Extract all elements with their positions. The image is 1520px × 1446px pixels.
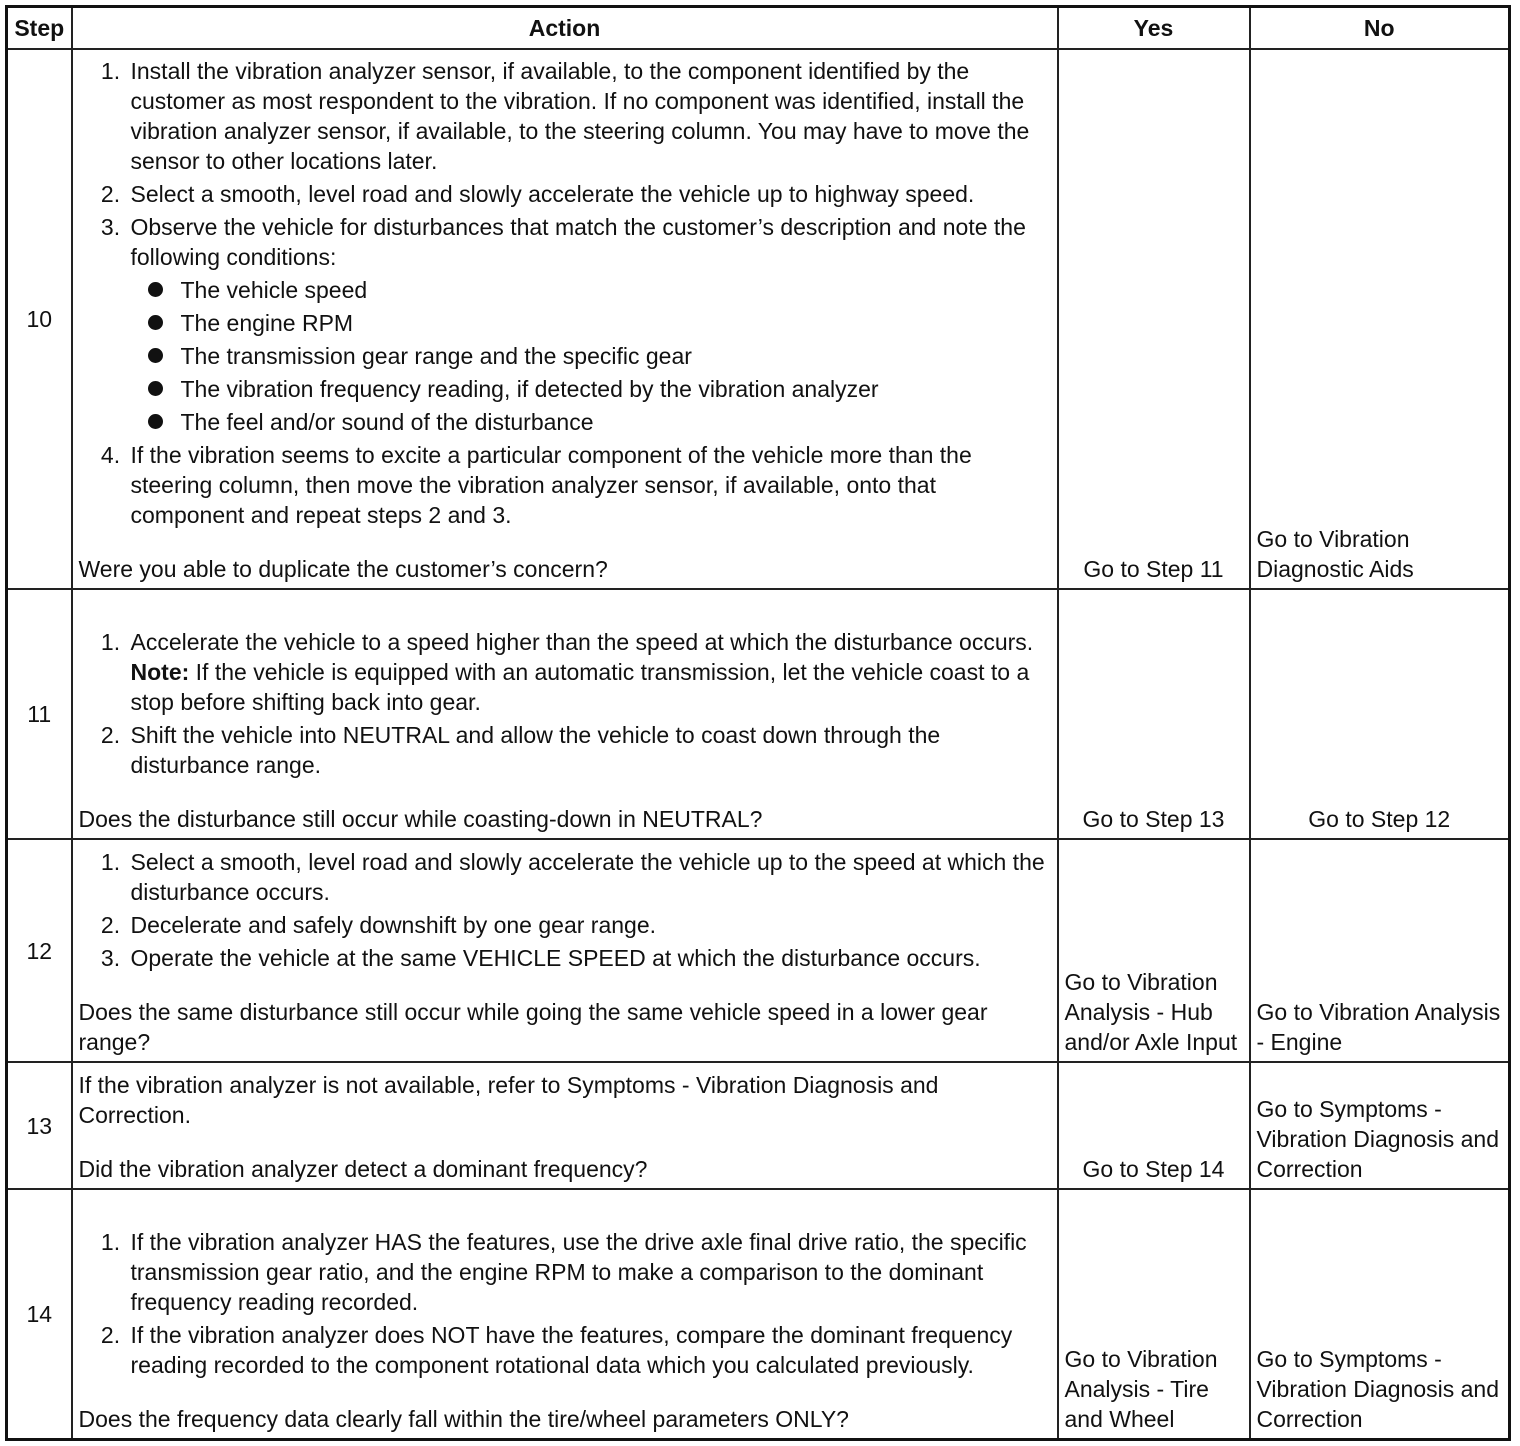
condition-text: The engine RPM xyxy=(180,310,354,336)
note-label: Note: xyxy=(130,659,190,685)
table-row-step-14 xyxy=(7,1189,1510,1439)
yes-cell: Go to Vibration Analysis - Tire and Wheel xyxy=(1058,1189,1250,1439)
action-cell xyxy=(72,839,1058,1062)
action-steps xyxy=(79,1227,1051,1380)
condition-text: The transmission gear range and the specific gear xyxy=(180,343,692,369)
action-step: 1. Select a smooth, level road and slowly accelerate the vehicle up to the speed at which the disturbance occurs. xyxy=(127,847,1051,907)
action-cell xyxy=(72,49,1058,589)
header-row xyxy=(7,7,1510,50)
condition-text: The vibration frequency reading, if detected by the vibration analyzer xyxy=(180,376,879,402)
action-step: 1. If the vibration analyzer HAS the features, use the drive axle final drive ratio, the specific transmission gear ratio, and the engine RPM to make a comparison to the dominant frequency reading recorded. xyxy=(127,1227,1051,1317)
question: Does the frequency data clearly fall within the tire/wheel parameters ONLY? xyxy=(78,1405,849,1432)
note-text: If the vehicle is equipped with an automatic transmission, let the vehicle coast to a stop before shifting back into gear. xyxy=(130,659,1030,715)
header-yes: Yes xyxy=(1058,7,1250,50)
step-number: 14 xyxy=(7,1189,72,1439)
no-cell: Go to Symptoms - Vibration Diagnosis and Correction xyxy=(1250,1189,1510,1439)
action-step: 4. If the vibration seems to excite a particular component of the vehicle more than the steering column, then move the vibration analyzer sensor, if available, onto that component and repeat steps 2 and 3. xyxy=(127,440,1051,530)
diagnostic-page xyxy=(5,5,1508,1439)
action-step: 2. Select a smooth, level road and slowly accelerate the vehicle up to highway speed. xyxy=(127,179,1051,209)
condition-item xyxy=(181,308,1051,338)
action-step xyxy=(127,212,1051,437)
table-row-step-13 xyxy=(7,1062,1510,1189)
yes-cell: Go to Step 13 xyxy=(1058,589,1250,839)
action-cell xyxy=(72,1189,1058,1439)
action-steps xyxy=(79,56,1051,530)
step-number: 11 xyxy=(7,589,72,839)
header-no: No xyxy=(1250,7,1510,50)
table-row-step-12 xyxy=(7,839,1510,1062)
yes-cell: Go to Vibration Analysis - Hub and/or Axle Input xyxy=(1058,839,1250,1062)
no-cell: Go to Symptoms - Vibration Diagnosis and Correction xyxy=(1250,1062,1510,1189)
action-step-text: Observe the vehicle for disturbances that match the customer’s description and note the following conditions: xyxy=(130,214,1026,270)
action-step: 2. If the vibration analyzer does NOT have the features, compare the dominant frequency reading recorded to the component rotational data which you calculated previously. xyxy=(127,1320,1051,1380)
action-step: 2. Shift the vehicle into NEUTRAL and allow the vehicle to coast down through the disturbance range. xyxy=(127,720,1051,780)
step-number: 13 xyxy=(7,1062,72,1189)
question: Did the vibration analyzer detect a dominant frequency? xyxy=(78,1156,648,1182)
action-step xyxy=(127,627,1051,717)
question: Were you able to duplicate the customer’s concern? xyxy=(78,556,608,582)
yes-cell: Go to Step 14 xyxy=(1058,1062,1250,1189)
action-steps xyxy=(79,847,1051,973)
table-row-step-10 xyxy=(7,49,1510,589)
action-step: 3. Operate the vehicle at the same VEHICLE SPEED at which the disturbance occurs. xyxy=(127,943,1051,973)
condition-list xyxy=(131,275,1051,437)
table-row-step-11 xyxy=(7,589,1510,839)
header-step: Step xyxy=(7,7,72,50)
action-step: 2. Decelerate and safely downshift by one gear range. xyxy=(127,910,1051,940)
no-cell: Go to Vibration Analysis - Engine xyxy=(1250,839,1510,1062)
bullet-icon xyxy=(148,381,163,396)
question: Does the same disturbance still occur while going the same vehicle speed in a lower gear range? xyxy=(78,999,988,1055)
bullet-icon xyxy=(148,282,163,297)
yes-cell: Go to Step 11 xyxy=(1058,49,1250,589)
condition-item xyxy=(181,341,1051,371)
bullet-icon xyxy=(148,315,163,330)
no-cell: Go to Step 12 xyxy=(1250,589,1510,839)
question: Does the disturbance still occur while coasting-down in NEUTRAL? xyxy=(78,806,763,832)
condition-item xyxy=(181,407,1051,437)
action-steps xyxy=(79,627,1051,780)
no-cell: Go to Vibration Diagnostic Aids xyxy=(1250,49,1510,589)
step-number: 10 xyxy=(7,49,72,589)
action-cell xyxy=(72,589,1058,839)
action-step-text: Accelerate the vehicle to a speed higher than the speed at which the disturbance occurs. xyxy=(130,629,1034,655)
step-number: 12 xyxy=(7,839,72,1062)
condition-text: The feel and/or sound of the disturbance xyxy=(180,409,594,435)
diagnostic-table xyxy=(5,5,1511,1441)
action-cell xyxy=(72,1062,1058,1189)
bullet-icon xyxy=(148,414,163,429)
action-step: 1. Install the vibration analyzer sensor, if available, to the component identified by the customer as most respondent to the vibration. If no component was identified, install the vibration analyzer sensor, if available, to the steering column. You may have to move the sensor to other locations later. xyxy=(127,56,1051,176)
header-action: Action xyxy=(72,7,1058,50)
condition-item xyxy=(181,374,1051,404)
action-text: If the vibration analyzer is not available, refer to Symptoms - Vibration Diagnosis and Correction. xyxy=(78,1072,939,1128)
bullet-icon xyxy=(148,348,163,363)
condition-item xyxy=(181,275,1051,305)
condition-text: The vehicle speed xyxy=(180,277,368,303)
